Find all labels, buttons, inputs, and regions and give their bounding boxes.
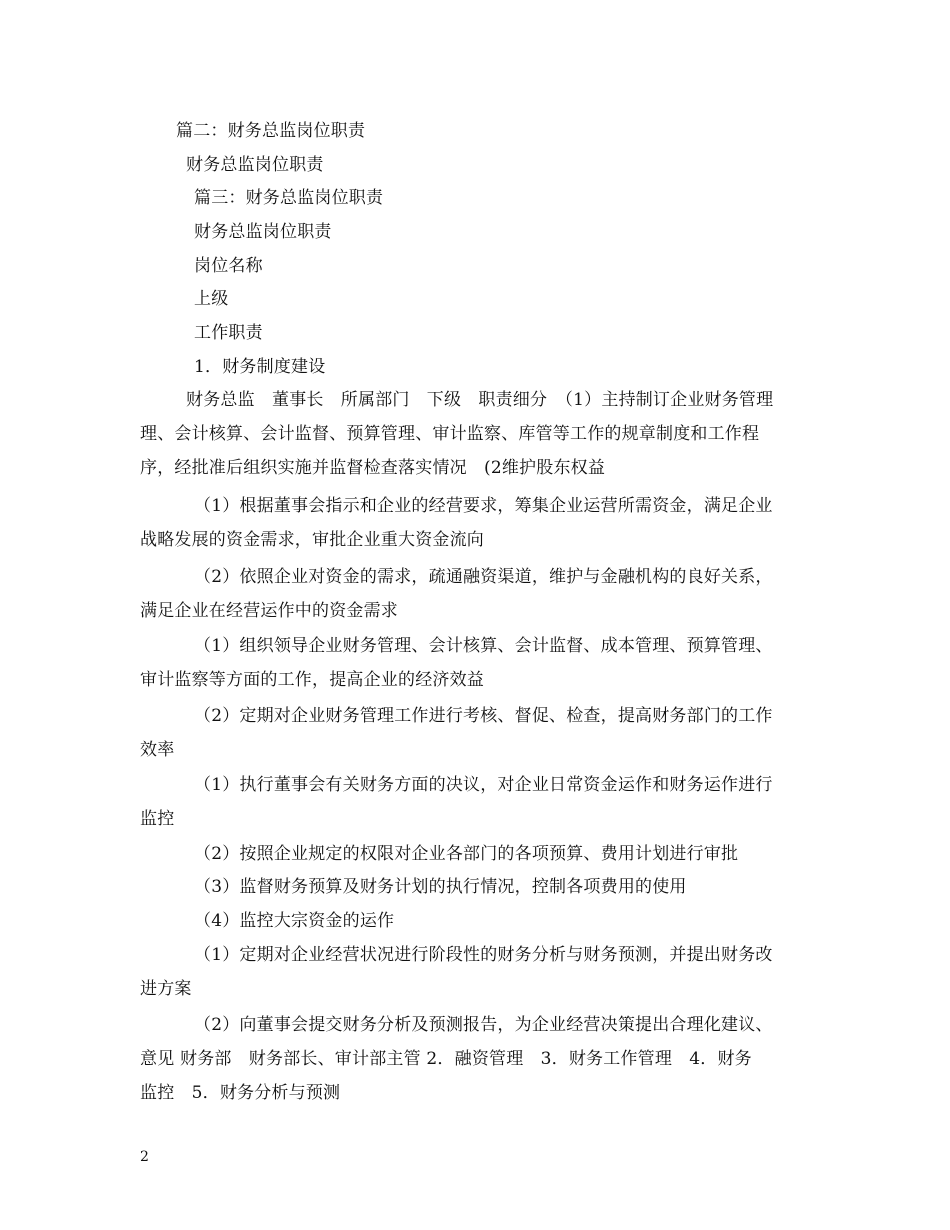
paragraph-line: （1）定期对企业经营状况进行阶段性的财务分析与财务预测，并提出财务改 — [194, 945, 773, 965]
paragraph-line: （2）向董事会提交财务分析及预测报告，为企业经营决策提出合理化建议、 — [194, 1015, 773, 1035]
paragraph-line: （1）执行董事会有关财务方面的决议，对企业日常资金运作和财务运作进行 — [194, 775, 773, 795]
paragraph-line: （1）根据董事会指示和企业的经营要求，筹集企业运营所需资金，满足企业 — [194, 496, 773, 516]
label-duties: 工作职责 — [194, 323, 263, 343]
section-financial-system: 1．财务制度建设 — [194, 357, 326, 377]
subheading-part-three: 财务总监岗位职责 — [194, 222, 332, 242]
paragraph-line: 序，经批准后组织实施并监督检查落实情况 (2维护股东权益 — [140, 458, 606, 478]
paragraph-line: 意见 财务部 财务部长、审计部主管 2．融资管理 3．财务工作管理 4．财务 — [140, 1049, 752, 1069]
paragraph-line: （2）定期对企业财务管理工作进行考核、督促、检查，提高财务部门的工作 — [194, 706, 773, 726]
paragraph-line: （3）监督财务预算及财务计划的执行情况，控制各项费用的使用 — [194, 877, 687, 897]
paragraph-line: 审计监察等方面的工作，提高企业的经济效益 — [140, 670, 484, 690]
paragraph-line: （4）监控大宗资金的运作 — [194, 911, 395, 931]
paragraph-line: （2）依照企业对资金的需求，疏通融资渠道，维护与金融机构的良好关系， — [194, 567, 773, 587]
paragraph-line: 财务总监 董事长 所属部门 下级 职责细分 （1）主持制订企业财务管理 — [186, 390, 774, 410]
paragraph-line: 满足企业在经营运作中的资金需求 — [140, 601, 398, 621]
paragraph-line: 进方案 — [140, 979, 192, 999]
heading-part-two: 篇二：财务总监岗位职责 — [176, 121, 366, 141]
paragraph-line: 理、会计核算、会计监督、预算管理、审计监察、库管等工作的规章制度和工作程 — [140, 424, 760, 444]
paragraph-line: 监控 — [140, 809, 175, 829]
subheading-part-two: 财务总监岗位职责 — [186, 155, 324, 175]
label-superior: 上级 — [194, 289, 229, 309]
paragraph-line: （1）组织领导企业财务管理、会计核算、会计监督、成本管理、预算管理、 — [194, 636, 773, 656]
paragraph-line: （2）按照企业规定的权限对企业各部门的各项预算、费用计划进行审批 — [194, 844, 739, 864]
paragraph-line: 战略发展的资金需求，审批企业重大资金流向 — [140, 530, 484, 550]
page-number: 2 — [140, 1149, 149, 1165]
heading-part-three: 篇三：财务总监岗位职责 — [194, 188, 384, 208]
label-position-name: 岗位名称 — [194, 256, 263, 276]
paragraph-line: 监控 5．财务分析与预测 — [140, 1083, 341, 1103]
paragraph-line: 效率 — [140, 740, 175, 760]
